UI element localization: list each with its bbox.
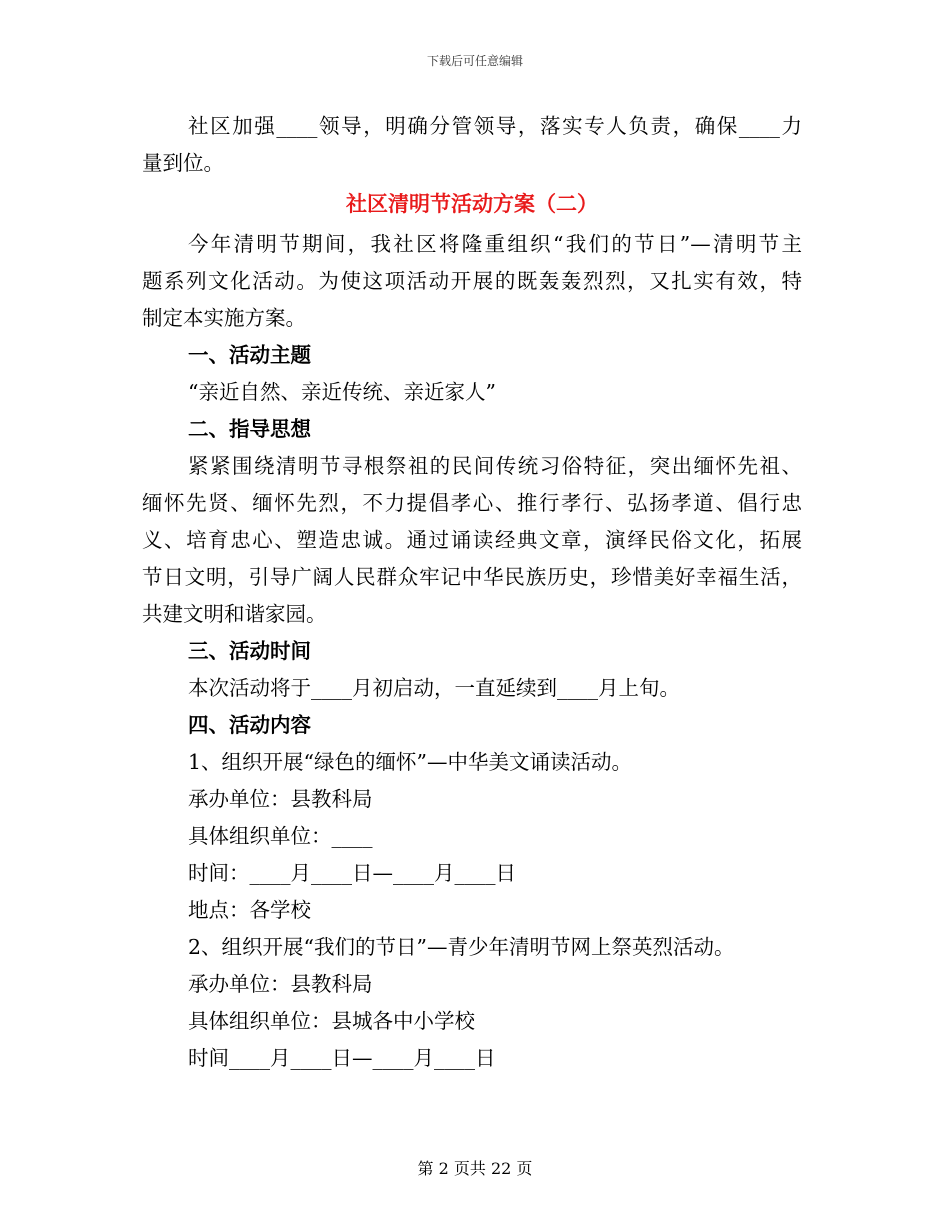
heading-activity-time: 三、活动时间 <box>188 639 311 663</box>
paragraph-line: “亲近自然、亲近传统、亲近家人” <box>188 380 496 404</box>
page-header: 下载后可任意编辑 <box>426 54 523 68</box>
paragraph-line: 本次活动将于____月初启动，一直延续到____月上旬。 <box>188 676 680 700</box>
paragraph-line: 紧紧围绕清明节寻根祭祖的民间传统习俗特征，突出缅怀先祖、 <box>188 454 802 478</box>
heading-guiding-thought: 二、指导思想 <box>188 417 311 441</box>
heading-activity-content: 四、活动内容 <box>188 713 311 737</box>
paragraph-line: 缅怀先贤、缅怀先烈，不力提倡孝心、推行孝行、弘扬孝道、倡行忠 <box>142 491 802 515</box>
paragraph-line: 共建文明和谐家园。 <box>142 602 327 626</box>
paragraph-line: 今年清明节期间，我社区将隆重组织“我们的节日”—清明节主 <box>188 232 802 256</box>
list-item: 具体组织单位：县城各中小学校 <box>188 1009 475 1033</box>
list-item: 承办单位：县教科局 <box>188 972 373 996</box>
paragraph-line: 节日文明，引导广阔人民群众牢记中华民族历史，珍惜美好幸福生活， <box>142 565 802 589</box>
list-item: 时间：____月____日—____月____日 <box>188 861 516 885</box>
paragraph-line: 量到位。 <box>142 151 224 175</box>
section-title: 社区清明节活动方案（二） <box>346 192 598 216</box>
paragraph-line: 义、培育忠心、塑造忠诚。通过诵读经典文章，演绎民俗文化，拓展 <box>142 528 802 552</box>
heading-theme: 一、活动主题 <box>188 343 311 367</box>
page-footer: 第 2 页共 22 页 <box>417 1159 533 1178</box>
list-item: 地点：各学校 <box>188 898 311 922</box>
list-item: 时间____月____日—____月____日 <box>188 1046 496 1070</box>
list-item: 承办单位：县教科局 <box>188 787 373 811</box>
document-body <box>142 108 802 1077</box>
paragraph-line: 制定本实施方案。 <box>142 306 306 330</box>
list-item: 1、组织开展“绿色的缅怀”—中华美文诵读活动。 <box>188 750 633 774</box>
paragraph-line: 题系列文化活动。为使这项活动开展的既轰轰烈烈，又扎实有效，特 <box>142 269 802 293</box>
list-item: 2、组织开展“我们的节日”—青少年清明节网上祭英烈活动。 <box>188 935 735 959</box>
list-item: 具体组织单位：____ <box>188 824 373 848</box>
paragraph-line: 社区加强____领导，明确分管领导，落实专人负责，确保____力 <box>188 114 802 138</box>
